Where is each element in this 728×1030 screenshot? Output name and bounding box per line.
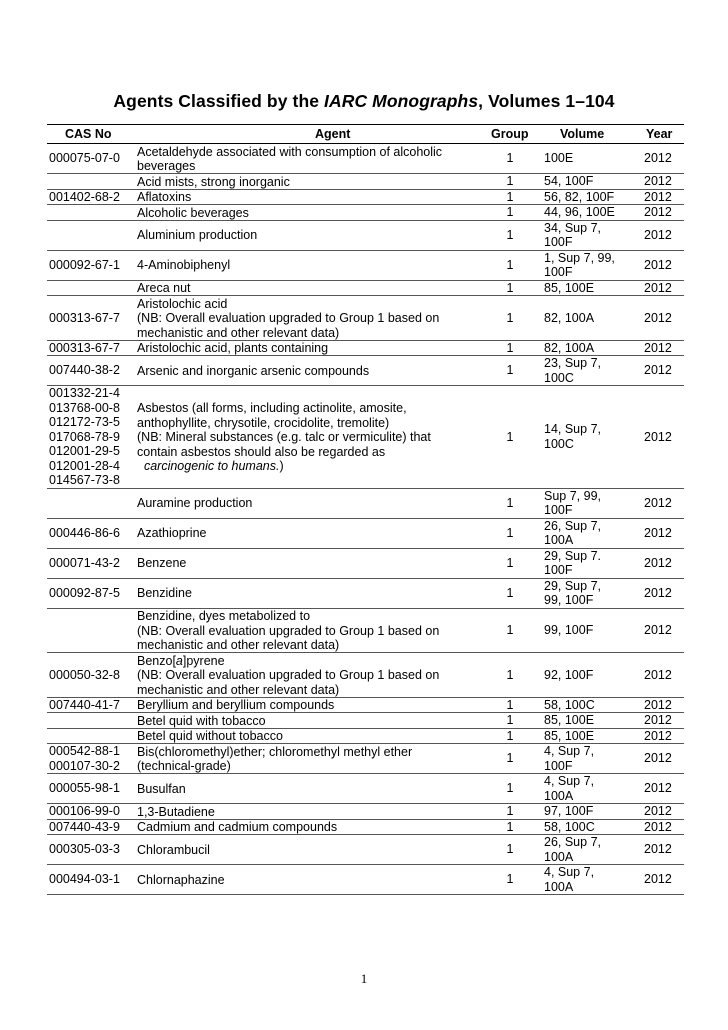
table-row [47, 865, 684, 895]
cas-number [49, 489, 137, 518]
volume-value: 54, 100F [544, 174, 594, 188]
group-value: 1 [506, 257, 514, 272]
group-value: 1 [506, 623, 514, 637]
year-value: 2012 [644, 697, 672, 712]
agent-name: Busulfan [137, 781, 186, 796]
agent-name: Areca nut [137, 281, 191, 295]
table-row [47, 341, 684, 357]
year-value: 2012 [644, 667, 672, 682]
agent-name: Aflatoxins [137, 190, 192, 204]
table-row [47, 744, 684, 774]
header-volume: Volume [560, 127, 605, 141]
table-row [47, 356, 684, 386]
group-value: 1 [506, 751, 514, 766]
year-value: 2012 [644, 804, 672, 818]
cas-number: 000071-43-2 [49, 555, 120, 570]
table-row [47, 835, 684, 865]
year-value: 2012 [644, 495, 672, 510]
header-group: Group [491, 127, 529, 141]
year-value: 2012 [644, 781, 672, 796]
year-value: 2012 [644, 713, 672, 727]
cas-number: 000092-87-5 [49, 585, 120, 600]
group-value: 1 [506, 525, 514, 540]
year-value: 2012 [644, 819, 672, 834]
header-cas: CAS No [65, 127, 112, 141]
agent-name: Alcoholic beverages [137, 205, 249, 220]
agents-table [47, 144, 684, 895]
table-row [47, 698, 684, 714]
volume-value: 92, 100F [544, 667, 594, 682]
cas-number [49, 205, 137, 220]
table-row [47, 281, 684, 297]
cas-number: 007440-43-9 [49, 819, 120, 834]
header-year: Year [646, 127, 673, 141]
group-value: 1 [506, 697, 514, 712]
table-header [47, 124, 684, 144]
table-row [47, 804, 684, 820]
group-value: 1 [506, 713, 514, 727]
year-value: 2012 [644, 340, 672, 355]
agent-line: (NB: Overall evaluation upgraded to Group 1 based on [137, 668, 440, 682]
year-value: 2012 [644, 872, 672, 887]
year-value: 2012 [644, 728, 672, 743]
group-value: 1 [506, 205, 514, 219]
cas-number: 000055-98-1 [49, 781, 120, 796]
group-value: 1 [506, 227, 514, 242]
group-value: 1 [506, 429, 514, 444]
header-agent: Agent [315, 127, 351, 141]
volume-value: 29, Sup 7, 99, 100F [544, 578, 601, 607]
group-value: 1 [506, 804, 514, 818]
year-value: 2012 [644, 842, 672, 857]
year-value: 2012 [644, 280, 672, 295]
group-value: 1 [506, 819, 514, 834]
table-row [47, 205, 684, 221]
agent-name: Chlornaphazine [137, 872, 225, 887]
group-value: 1 [506, 585, 514, 600]
page-title: Agents Classified by the IARC Monographs, Volumes 1–104 [113, 91, 615, 111]
volume-value: 82, 100A [544, 310, 595, 325]
year-value: 2012 [644, 751, 672, 766]
agent-line: mechanistic and other relevant data) [137, 682, 340, 697]
volume-value: 56, 82, 100F [544, 189, 615, 204]
table-row [47, 386, 684, 489]
group-value: 1 [506, 189, 514, 204]
agent-text: ]pyrene [182, 653, 225, 668]
table-row [47, 774, 684, 804]
volume-value: 44, 96, 100E [544, 205, 615, 219]
agent-name: Acid mists, strong inorganic [137, 174, 290, 189]
agent-line: contain asbestos should also be regarded as [137, 444, 386, 459]
agent-line: (NB: Mineral substances (e.g. talc or vermiculite) that [137, 430, 431, 444]
volume-value: 85, 100E [544, 728, 595, 743]
volume-value: 85, 100E [544, 280, 595, 295]
year-value: 2012 [644, 189, 672, 204]
agent-name: Arsenic and inorganic arsenic compounds [137, 363, 370, 378]
table-row [47, 519, 684, 549]
volume-value: 26, Sup 7, 100A [544, 518, 601, 547]
table-row [47, 221, 684, 251]
agent-italic: carcinogenic to humans. [143, 459, 280, 473]
cas-number: 000494-03-1 [49, 872, 120, 887]
year-value: 2012 [644, 363, 672, 378]
cas-number [49, 281, 137, 296]
group-value: 1 [506, 174, 514, 188]
group-value: 1 [506, 363, 514, 378]
year-value: 2012 [644, 623, 672, 637]
agent-name: 1,3-Butadiene [137, 804, 215, 819]
group-value: 1 [506, 728, 514, 743]
group-value: 1 [506, 872, 514, 887]
volume-value: 58, 100C [544, 697, 595, 712]
volume-value: 99, 100F [544, 623, 594, 637]
year-value: 2012 [644, 555, 672, 570]
volume-value: 82, 100A [544, 340, 595, 355]
agent-name: Beryllium and beryllium compounds [137, 698, 335, 712]
agent-name: Betel quid with tobacco [137, 713, 266, 728]
cas-number: 000050-32-8 [49, 667, 120, 682]
year-value: 2012 [644, 227, 672, 242]
agent-name: 4-Aminobiphenyl [137, 258, 231, 273]
group-value: 1 [506, 151, 514, 166]
volume-value: 85, 100E [544, 713, 595, 727]
agent-name: Chlorambucil [137, 842, 210, 857]
group-value: 1 [506, 495, 514, 510]
year-value: 2012 [644, 525, 672, 540]
agent-line [137, 654, 482, 669]
cas-number [49, 713, 137, 728]
cas-number: 001332-21-4 013768-00-8 012172-73-5 017068-78-9 012001-29-5 012001-28-4 014567-73-8 [49, 386, 120, 487]
agent-line: Asbestos (all forms, including actinolite, amosite, [137, 401, 407, 415]
year-value: 2012 [644, 310, 672, 325]
table-row [47, 174, 684, 190]
cas-number [49, 729, 137, 744]
agent-name: Acetaldehyde associated with consumption of alcoholic beverages [137, 144, 443, 173]
agent-name: Azathioprine [137, 526, 207, 541]
table-row [47, 296, 684, 341]
volume-value: 34, Sup 7, 100F [544, 220, 601, 249]
volume-value: 100E [544, 151, 574, 166]
agent-name [137, 653, 482, 697]
cas-number: 001402-68-2 [49, 189, 120, 204]
table-row [47, 729, 684, 745]
year-value: 2012 [644, 174, 672, 188]
volume-value: 4, Sup 7, 100F [544, 744, 595, 773]
cas-number [49, 221, 137, 250]
agent-name: Aristolochic acid (NB: Overall evaluation upgraded to Group 1 based on mechanistic and other relevant data) [137, 296, 440, 340]
agent-name: Benzidine, dyes metabolized to (NB: Overall evaluation upgraded to Group 1 based on mechanistic and other relevant data) [137, 609, 440, 652]
group-value: 1 [506, 310, 514, 325]
group-value: 1 [506, 280, 514, 295]
cas-number: 000305-03-3 [49, 842, 120, 857]
year-value: 2012 [644, 429, 672, 444]
group-value: 1 [506, 667, 514, 682]
table-row [47, 713, 684, 729]
page-number: 1 [360, 971, 368, 986]
year-value: 2012 [644, 585, 672, 600]
cas-number [49, 174, 137, 189]
volume-value: 58, 100C [544, 819, 595, 834]
volume-value: 23, Sup 7, 100C [544, 356, 601, 385]
table-row [47, 144, 684, 174]
volume-value: 29, Sup 7. 100F [544, 548, 601, 577]
table-row [47, 820, 684, 836]
agent-name [137, 386, 482, 488]
agent-line: anthophyllite, chrysotile, crocidolite, tremolite) [137, 415, 390, 430]
table-row [47, 549, 684, 579]
agent-line [137, 459, 482, 474]
agent-name: Aluminium production [137, 228, 258, 243]
agent-italic: a [175, 653, 183, 668]
table-row [47, 609, 684, 654]
volume-value: 97, 100F [544, 804, 594, 818]
table-row [47, 489, 684, 519]
volume-value: 4, Sup 7, 100A [544, 774, 595, 803]
cas-number: 000313-67-7 [49, 310, 120, 325]
volume-value: 14, Sup 7, 100C [544, 422, 601, 451]
table-row [47, 190, 684, 206]
cas-number: 000542-88-1 000107-30-2 [49, 744, 120, 773]
cas-number: 007440-41-7 [49, 697, 120, 712]
cas-number: 000106-99-0 [49, 804, 120, 818]
agent-name: Benzene [137, 556, 187, 571]
agent-tail: ) [279, 459, 284, 473]
agent-name: Aristolochic acid, plants containing [137, 341, 329, 355]
cas-number: 000075-07-0 [49, 151, 120, 166]
cas-number: 000313-67-7 [49, 340, 120, 355]
volume-value: 26, Sup 7, 100A [544, 835, 601, 864]
cas-number: 000446-86-6 [49, 525, 120, 540]
cas-number: 007440-38-2 [49, 363, 120, 378]
year-value: 2012 [644, 257, 672, 272]
group-value: 1 [506, 555, 514, 570]
table-row [47, 251, 684, 281]
group-value: 1 [506, 842, 514, 857]
cas-number: 000092-67-1 [49, 257, 120, 272]
year-value: 2012 [644, 151, 672, 166]
agent-text: Benzo[ [137, 653, 176, 668]
volume-value: Sup 7, 99, 100F [544, 488, 601, 517]
volume-value: 4, Sup 7, 100A [544, 865, 595, 894]
table-row [47, 653, 684, 698]
agent-name: Cadmium and cadmium compounds [137, 820, 338, 834]
agent-name: Auramine production [137, 496, 253, 511]
group-value: 1 [506, 781, 514, 796]
volume-value: 1, Sup 7, 99, 100F [544, 250, 615, 279]
table-row [47, 579, 684, 609]
group-value: 1 [506, 340, 514, 355]
agent-name: Benzidine [137, 586, 192, 601]
agent-name: Betel quid without tobacco [137, 729, 283, 743]
cas-number [49, 609, 137, 653]
agent-name: Bis(chloromethyl)ether; chloromethyl methyl ether (technical-grade) [137, 744, 413, 773]
year-value: 2012 [644, 205, 672, 219]
